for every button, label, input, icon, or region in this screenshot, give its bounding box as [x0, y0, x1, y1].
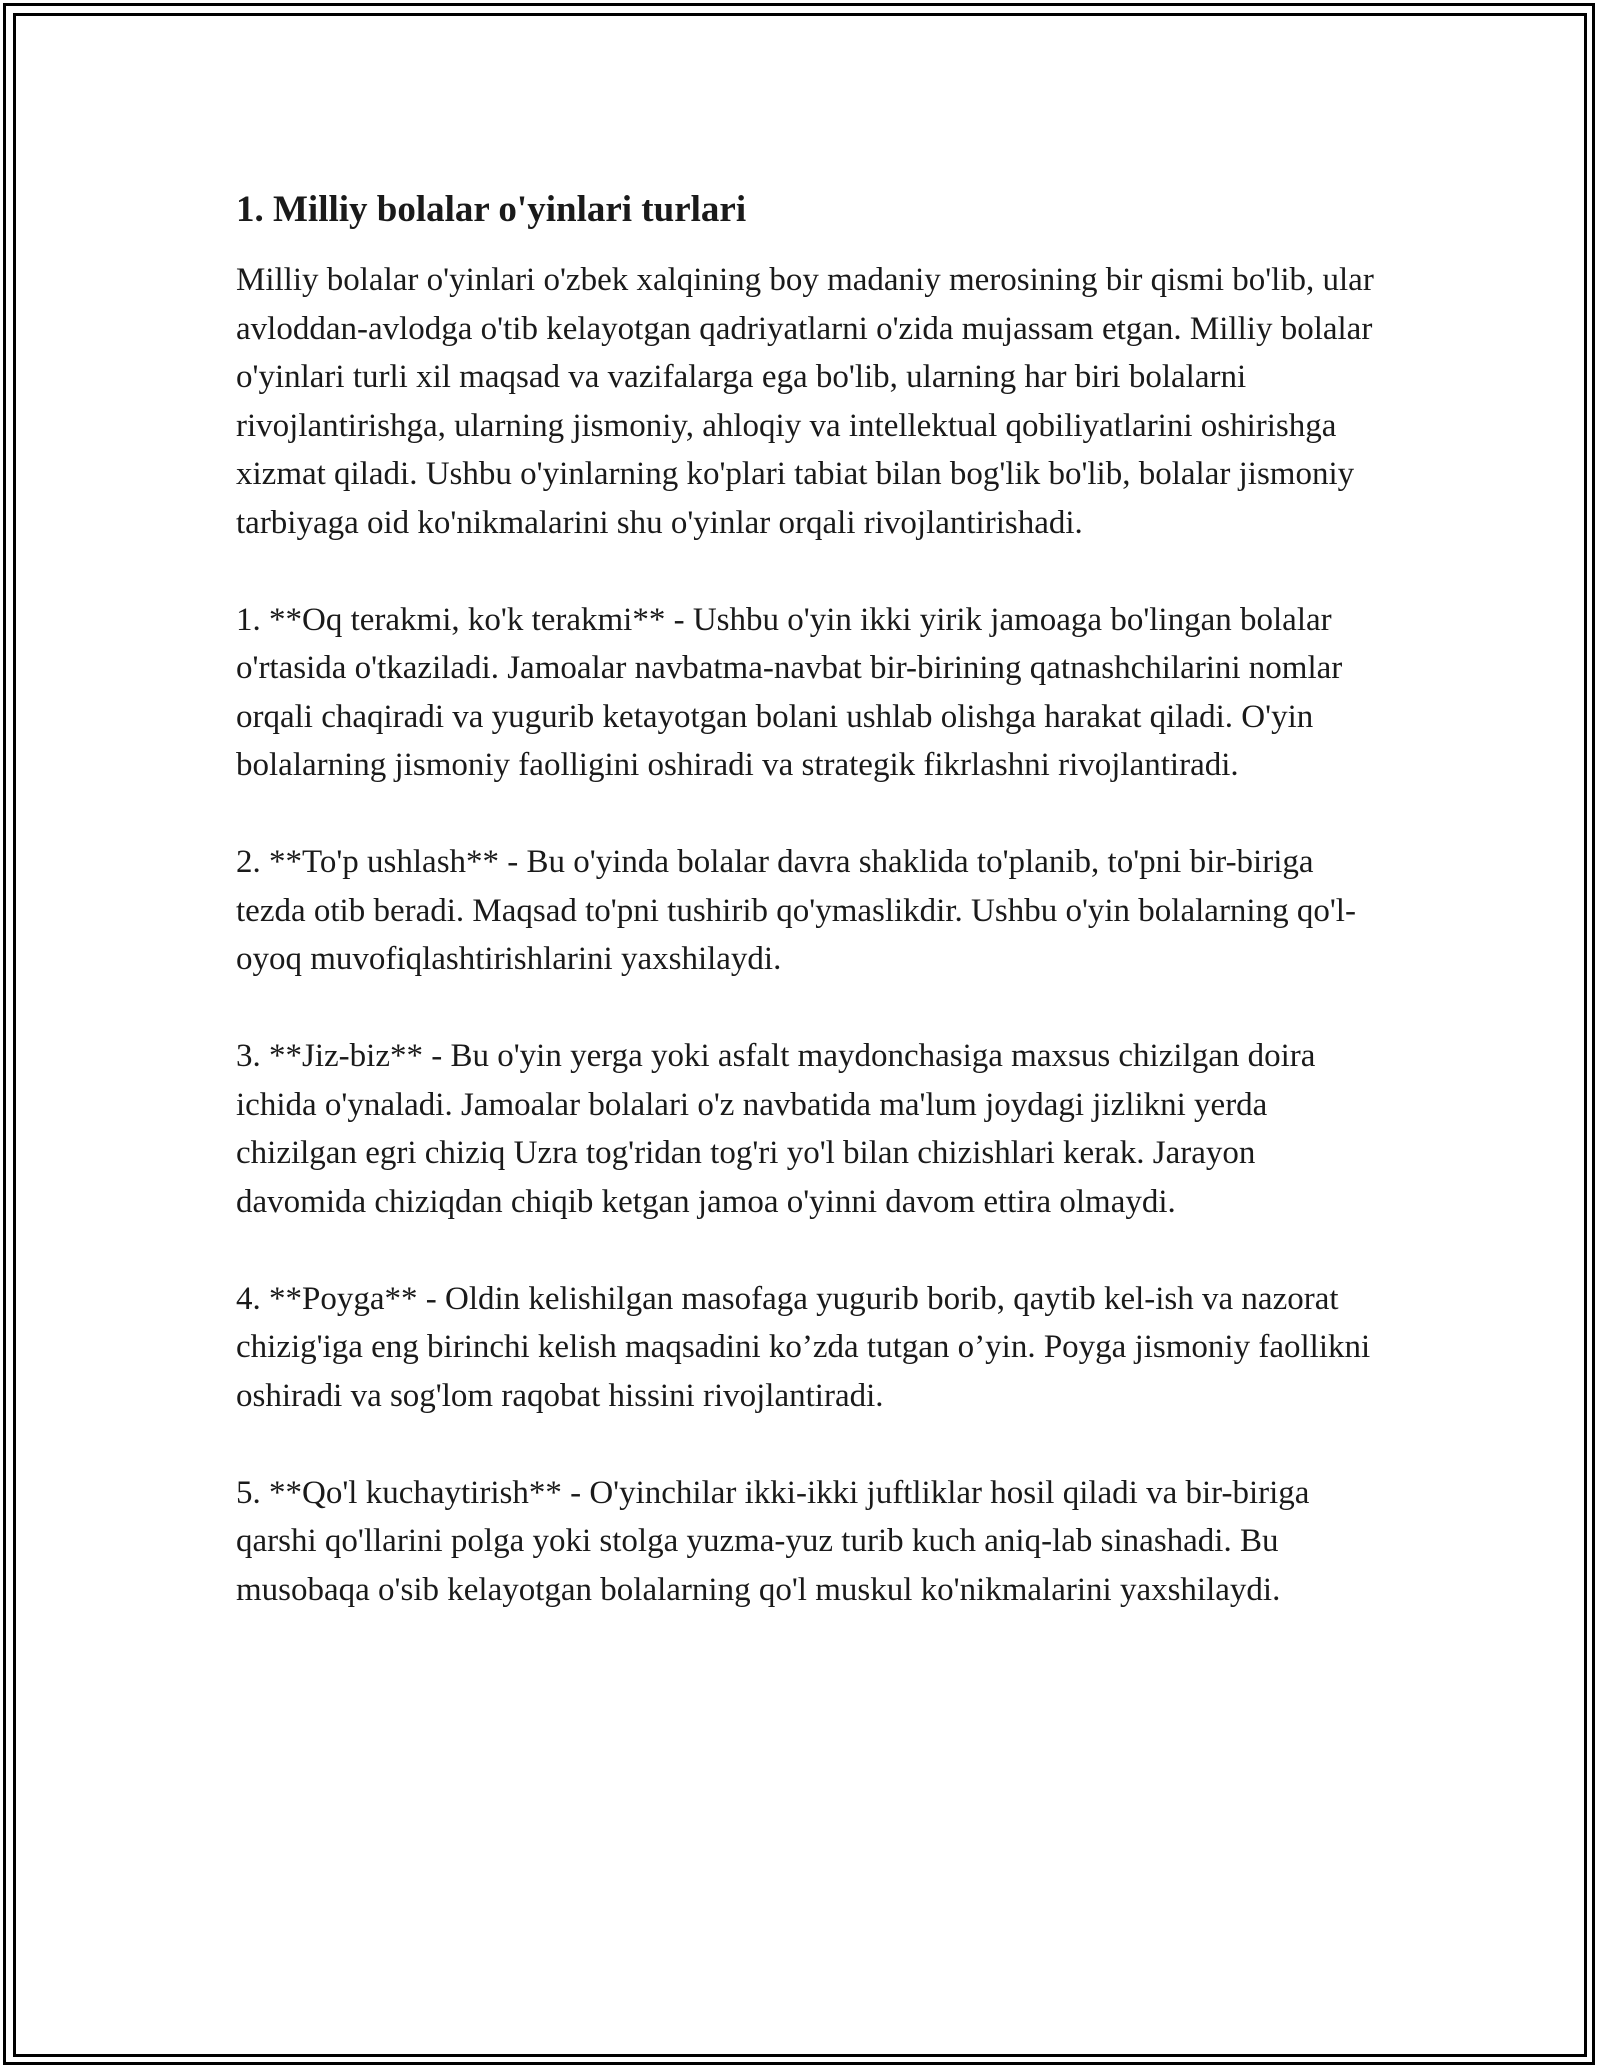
- game-item-poyga: 4. **Poyga** - Oldin kelishilgan masofaga yugurib borib, qaytib kel-ish va nazorat chizig'iga eng birinchi kelish maqsadini ko’zda tutgan o’yin. Poyga jismoniy faollikni oshiradi va sog'lom raqobat hissini rivojlantiradi.: [236, 1280, 1371, 1414]
- game-item-jiz-biz: 3. **Jiz-biz** - Bu o'yin yerga yoki asfalt maydonchasiga maxsus chizilgan doira ichida o'ynaladi. Jamoalar bolalari o'z navbatida ma'lum joydagi jizlikni yerda chizilgan egri chiziq Uzra tog'ridan tog'ri yo'l bilan chizishlari kerak. Jarayon davomida chiziqdan chiqib ketgan jamoa o'yinni davom ettira olmaydi.: [236, 1038, 1316, 1220]
- game-item-oq-terakmi: 1. **Oq terakmi, ko'k terakmi** - Ushbu o'yin ikki yirik jamoaga bo'lingan bolalar o'rtasida o'tkaziladi. Jamoalar navbatma-navbat bir-birining qatnashchilarini nomlar orqali chaqiradi va yugurib ketayotgan bolani ushlab olishga harakat qiladi. O'yin bolalarning jismoniy faolligini oshiradi va strategik fikrlashni rivojlantiradi.: [236, 601, 1343, 783]
- document-body: [236, 186, 1376, 1663]
- game-item-qol-kuchaytirish: 5. **Qo'l kuchaytirish** - O'yinchilar ikki-ikki juftliklar hosil qiladi va bir-biriga qarshi qo'llarini polga yoki stolga yuzma-yuz turib kuch aniq-lab sinashadi. Bu musobaqa o'sib kelayotgan bolalarning qo'l muskul ko'nikmalarini yaxshilaydi.: [236, 1474, 1310, 1608]
- section-heading: 1. Milliy bolalar o'yinlari turlari: [236, 189, 747, 230]
- game-item-top-ushlash: 2. **To'p ushlash** - Bu o'yinda bolalar davra shaklida to'planib, to'pni bir-biriga tezda otib beradi. Maqsad to'pni tushirib qo'ymaslikdir. Ushbu o'yin bolalarning qo'l-oyoq muvofiqlashtirishlarini yaxshilaydi.: [236, 844, 1356, 977]
- intro-paragraph: Milliy bolalar o'yinlari o'zbek xalqining boy madaniy merosining bir qismi bo'lib, ular avloddan-avlodga o'tib kelayotgan qadriyatlarni o'zida mujassam etgan. Milliy bolalar o'yinlari turli xil maqsad va vazifalarga ega bo'lib, ularning har biri bolalarni rivojlantirishga, ularning jismoniy, ahloqiy va intellektual qobiliyatlarini oshirishga xizmat qiladi. Ushbu o'yinlarning ko'plari tabiat bilan bog'lik bo'lib, bolalar jismoniy tarbiyaga oid ko'nikmalarini shu o'yinlar orqali rivojlantirishadi.: [236, 262, 1374, 541]
